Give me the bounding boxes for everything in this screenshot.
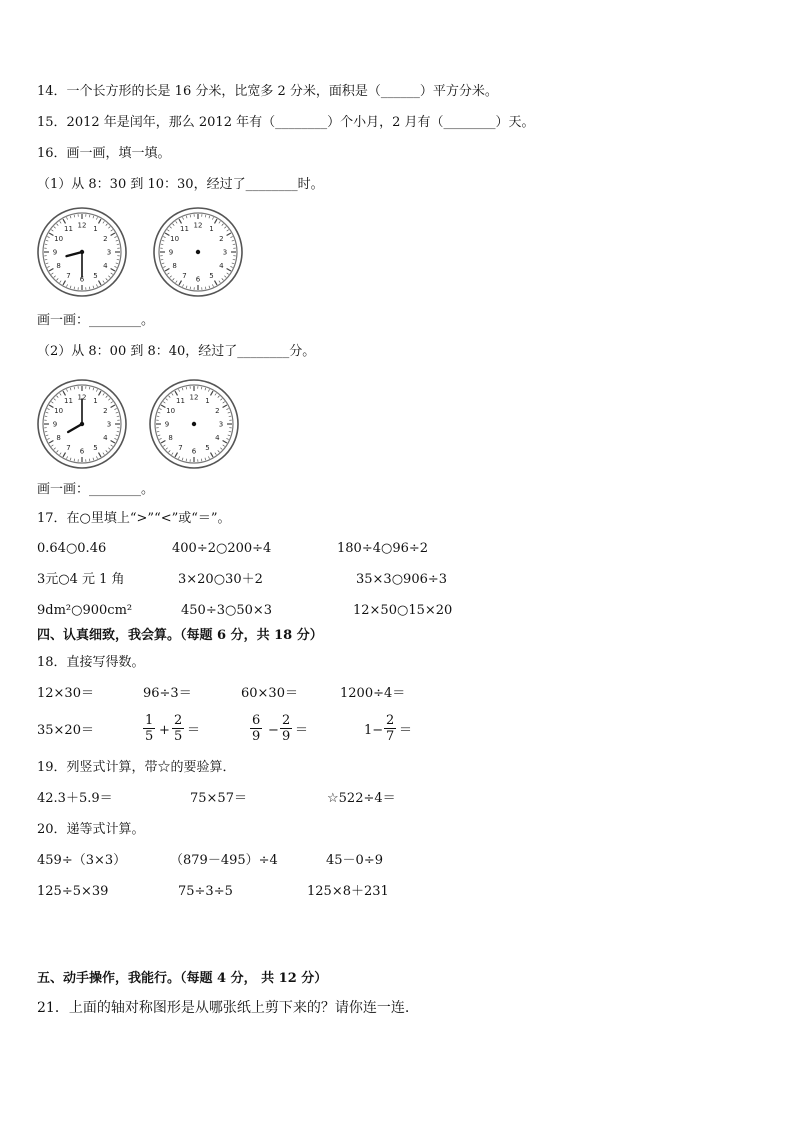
compare-item: 450÷3○50×3: [181, 603, 273, 618]
numerator: 2: [282, 713, 291, 728]
clock-numeral: 7: [182, 271, 187, 280]
clock-face-8-00: [36, 378, 128, 470]
calc-item: 45－0÷9: [326, 853, 383, 868]
clock-numeral: 5: [93, 443, 98, 452]
question-17-title: 17．在○里填上“>”“<”或“＝”。: [37, 511, 231, 526]
clock-numeral: 10: [166, 407, 176, 415]
question-21: 21．上面的轴对称图形是从哪张纸上剪下来的？请你连一连.: [37, 1000, 410, 1016]
calc-item: 125÷5×39: [37, 884, 109, 899]
compare-item: 400÷2○200÷4: [172, 541, 272, 556]
clock-numeral: 3: [106, 248, 112, 257]
clock-numeral: 8: [168, 434, 173, 442]
fraction: [250, 713, 262, 744]
clock-numeral: 6: [195, 275, 201, 284]
operator: −: [268, 723, 279, 738]
clock-numeral: 3: [218, 420, 224, 429]
calc-item: 1200÷4＝: [340, 686, 406, 701]
calc-item: 459÷（3×3）: [37, 853, 127, 868]
denominator: 5: [174, 729, 183, 744]
question-16-part-2: （2）从 8：00 到 8：40，经过了________分。: [37, 344, 316, 359]
numerator: 2: [174, 713, 183, 728]
question-20-title: 20．递等式计算。: [37, 822, 145, 837]
clock-numeral: 7: [178, 443, 183, 452]
clock-numeral: 12: [193, 221, 203, 230]
operator: +: [159, 723, 170, 738]
clock-face-blank-2: [148, 378, 240, 470]
clock-numeral: 6: [79, 275, 85, 284]
clock-face-8-30: [36, 206, 128, 298]
numerator: 6: [252, 713, 261, 728]
clock-numeral: 4: [103, 434, 108, 442]
equals-sign: ＝: [399, 723, 413, 738]
compare-item: 3元○4 元 1 角: [37, 572, 125, 587]
clock-numeral: 1: [209, 225, 214, 234]
clock-center-dot: [80, 422, 84, 426]
clock-numeral: 12: [77, 393, 87, 402]
clock-numeral: 6: [79, 447, 85, 456]
fraction: [384, 713, 396, 744]
question-19-title: 19．列竖式计算，带☆的要验算．: [37, 760, 236, 775]
denominator: 5: [145, 729, 154, 744]
question-14: 14．一个长方形的长是 16 分米，比宽多 2 分米，面积是（______）平方分米。: [37, 84, 498, 99]
draw-prompt-1: 画一画：________。: [37, 313, 155, 328]
clock-center-dot: [80, 250, 84, 254]
denominator: 9: [252, 729, 261, 744]
clock-numeral: 9: [164, 420, 170, 429]
clock-numeral: 11: [64, 397, 73, 406]
clock-numeral: 3: [222, 248, 228, 257]
calc-item: （879－495）÷4: [170, 853, 278, 868]
clock-numeral: 1: [93, 225, 98, 234]
fraction: [280, 713, 292, 744]
numerator: 2: [386, 713, 395, 728]
clock-numeral: 5: [93, 271, 98, 280]
clock-numeral: 8: [56, 262, 61, 270]
calc-item: 60×30＝: [241, 686, 298, 701]
clock-numeral: 9: [52, 248, 58, 257]
clock-numeral: 4: [215, 434, 220, 442]
clock-numeral: 10: [54, 235, 64, 243]
compare-item: 12×50○15×20: [353, 603, 453, 618]
operator: 1−: [364, 723, 384, 738]
clock-numeral: 12: [189, 393, 199, 402]
clock-numeral: 8: [56, 434, 61, 442]
compare-item: 0.64○0.46: [37, 541, 107, 556]
equals-sign: ＝: [295, 723, 309, 738]
calc-item: 75×57＝: [190, 791, 247, 806]
clock-numeral: 9: [52, 420, 58, 429]
clock-numeral: 11: [64, 225, 73, 234]
question-16-title: 16．画一画，填一填。: [37, 146, 171, 161]
clock-numeral: 2: [215, 407, 220, 415]
compare-item: 180÷4○96÷2: [337, 541, 429, 556]
denominator: 7: [386, 729, 395, 744]
clock-numeral: 2: [219, 235, 224, 243]
clock-numeral: 4: [103, 262, 108, 270]
calc-item: 125×8＋231: [307, 884, 389, 899]
compare-item: 9dm²○900cm²: [37, 603, 133, 618]
numerator: 1: [145, 713, 154, 728]
compare-item: 35×3○906÷3: [356, 572, 448, 587]
calc-item: 35×20＝: [37, 723, 94, 738]
clock-numeral: 1: [93, 397, 98, 406]
question-18-title: 18．直接写得数。: [37, 655, 145, 670]
clock-numeral: 10: [170, 235, 180, 243]
clock-numeral: 4: [219, 262, 224, 270]
clock-face-blank-1: [152, 206, 244, 298]
denominator: 9: [282, 729, 291, 744]
section-5-heading: 五、动手操作，我能行。（每题 4 分， 共 12 分）: [37, 971, 328, 986]
section-4-heading: 四、认真细致，我会算。（每题 6 分，共 18 分）: [37, 628, 323, 643]
calc-item: 75÷3÷5: [178, 884, 233, 899]
clock-numeral: 10: [54, 407, 64, 415]
fraction: [172, 713, 184, 744]
clock-numeral: 11: [176, 397, 185, 406]
calc-item: 42.3＋5.9＝: [37, 791, 113, 806]
clock-numeral: 1: [205, 397, 210, 406]
clock-numeral: 3: [106, 420, 112, 429]
fraction: [143, 713, 155, 744]
clock-numeral: 7: [66, 271, 71, 280]
clock-numeral: 5: [209, 271, 214, 280]
draw-prompt-2: 画一画：________。: [37, 482, 155, 497]
clock-numeral: 2: [103, 407, 108, 415]
clock-numeral: 9: [168, 248, 174, 257]
equals-sign: ＝: [187, 723, 201, 738]
calc-item: 96÷3＝: [143, 686, 192, 701]
clock-numeral: 8: [172, 262, 177, 270]
compare-item: 3×20○30＋2: [178, 572, 263, 587]
clock-numeral: 7: [66, 443, 71, 452]
question-16-part-1: （1）从 8：30 到 10：30，经过了________时。: [37, 177, 324, 192]
question-15: 15．2012 年是闰年，那么 2012 年有（________）个小月，2 月有（________）天。: [37, 115, 535, 130]
clock-numeral: 11: [180, 225, 189, 234]
clock-numeral: 5: [205, 443, 210, 452]
clock-numeral: 12: [77, 221, 87, 230]
clock-center-dot: [196, 250, 200, 254]
calc-item: 12×30＝: [37, 686, 94, 701]
clock-center-dot: [192, 422, 196, 426]
clock-numeral: 2: [103, 235, 108, 243]
calc-item: ☆522÷4＝: [327, 791, 396, 806]
clock-numeral: 6: [191, 447, 197, 456]
